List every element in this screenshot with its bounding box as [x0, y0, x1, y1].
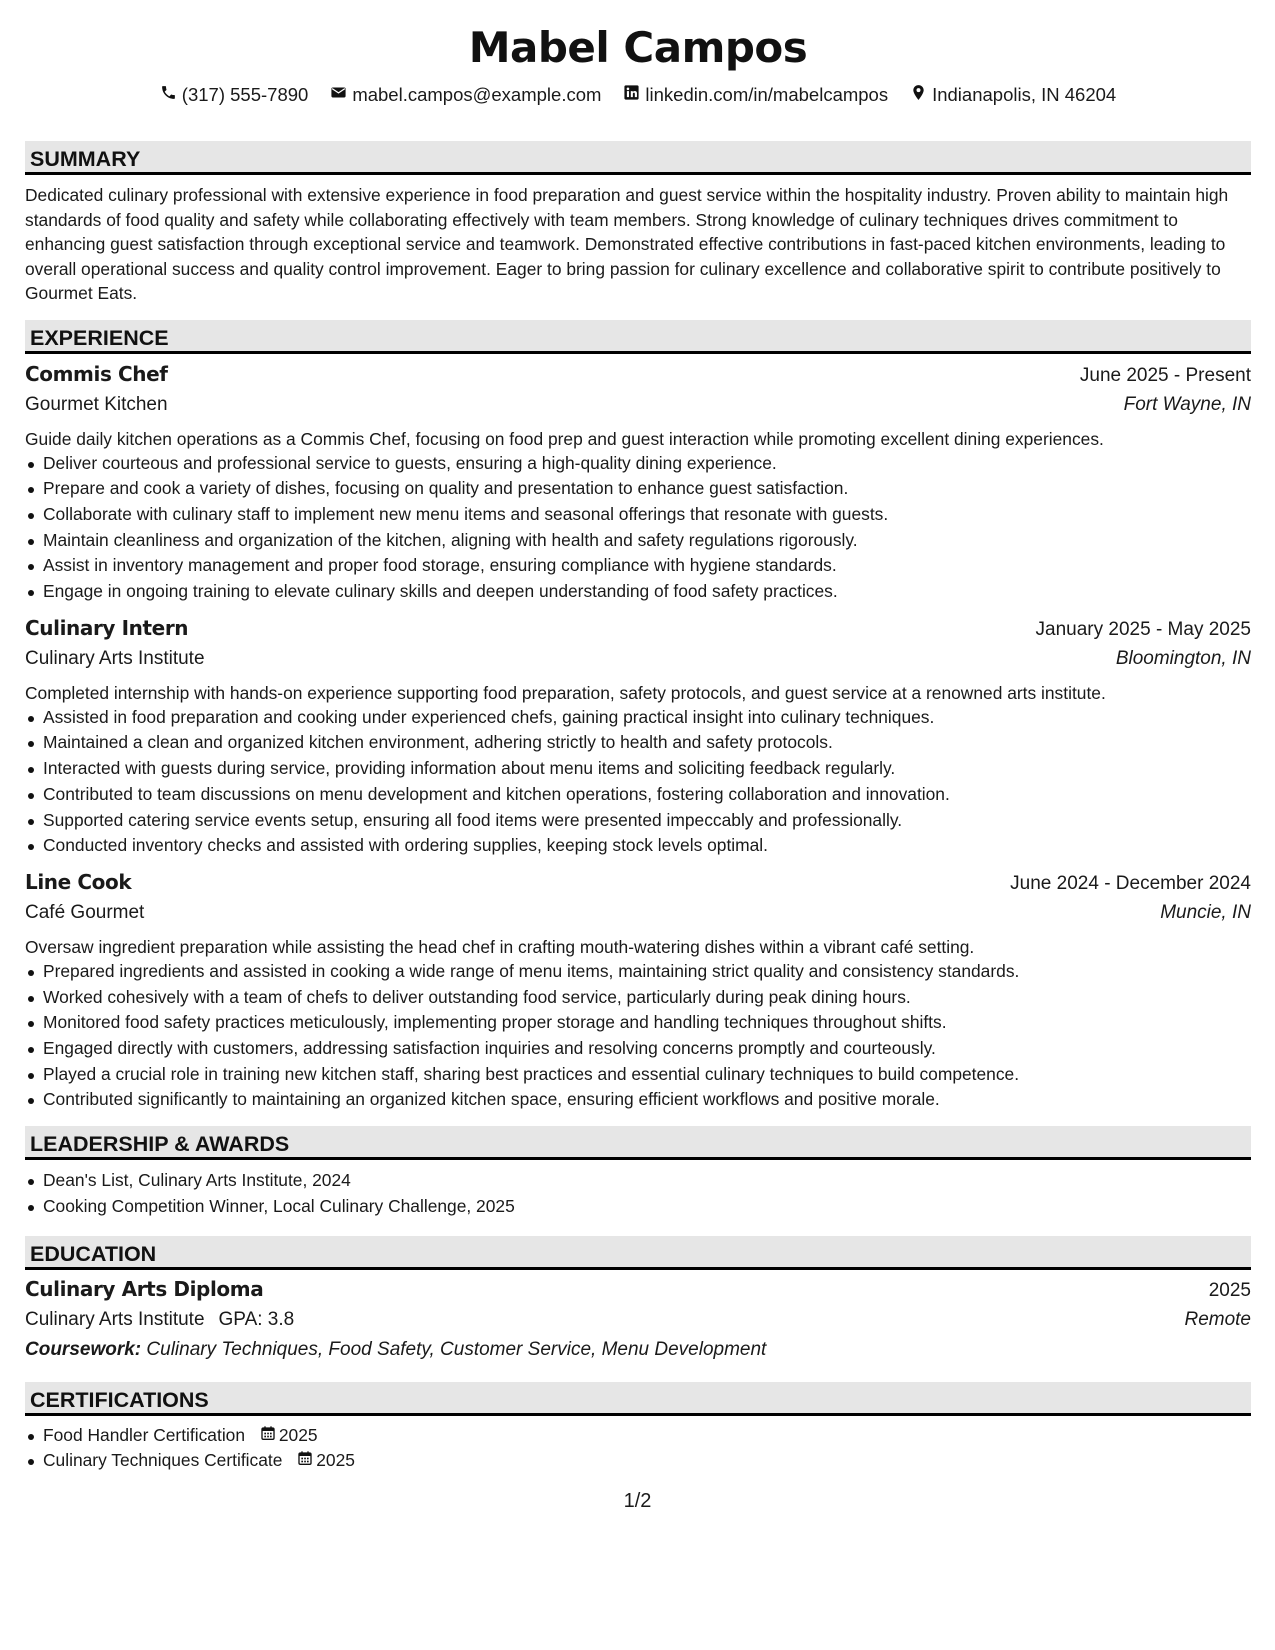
coursework: [25, 1335, 1251, 1365]
location-text: Indianapolis, IN 46204: [932, 84, 1117, 105]
job-location: Muncie, IN: [1160, 901, 1251, 923]
job-org: Café Gourmet: [25, 901, 145, 923]
candidate-name: Mabel Campos: [468, 23, 808, 72]
summary-text: Dedicated culinary professional with extensive experience in food preparation and guest service within the hospitality industry. Proven ability to maintain high standards of food quality and safety while collaborating effectively with team members. Strong knowledge of culinary techniques drives commitment to enhancing guest satisfaction through exceptional service and teamwork. Demonstrated effective contributions in fast-paced kitchen environments, leading to overall operational success and quality control improvement. Eager to bring passion for culinary excellence and collaborative spirit to contribute positively to Gourmet Eats.: [25, 185, 1229, 303]
list-item: Deliver courteous and professional service to guests, ensuring a high-quality dining experience.: [43, 451, 1251, 477]
list-item: Prepare and cook a variety of dishes, focusing on quality and presentation to enhance guest satisfaction.: [43, 476, 1251, 502]
section-heading: CERTIFICATIONS: [25, 1382, 1251, 1416]
job-dates: January 2025 - May 2025: [1035, 618, 1251, 640]
gpa: GPA: 3.8: [218, 1308, 295, 1330]
contact-bar: [25, 81, 1251, 109]
map-pin-icon: [910, 81, 927, 109]
cert-year: 2025: [278, 1424, 318, 1445]
section-heading: SUMMARY: [25, 141, 1251, 175]
job-dates: June 2025 - Present: [1079, 364, 1251, 386]
job-description: Completed internship with hands-on experience supporting food preparation, safety protocols, and guest service at a renowned arts institute.: [25, 682, 1106, 703]
job-entry: [25, 867, 1251, 1113]
graduation-year: 2025: [1208, 1279, 1251, 1301]
list-item: Engaged directly with customers, addressing satisfaction inquiries and resolving concerns promptly and courteously.: [43, 1036, 1251, 1062]
job-title: Line Cook: [25, 869, 132, 894]
degree-title: Culinary Arts Diploma: [25, 1276, 264, 1301]
job-description: Oversaw ingredient preparation while assisting the head chef in crafting mouth-watering dishes within a vibrant café setting.: [25, 936, 975, 957]
resume-page: [25, 18, 1251, 1474]
list-item: Monitored food safety practices meticulously, implementing proper storage and handling techniques throughout shifts.: [43, 1010, 1251, 1036]
list-item: Dean's List, Culinary Arts Institute, 2024: [43, 1168, 1251, 1194]
cert-year: 2025: [316, 1450, 355, 1471]
list-item: Collaborate with culinary staff to implement new menu items and seasonal offerings that resonate with guests.: [43, 502, 1251, 528]
cert-name: Culinary Techniques Certificate: [43, 1450, 283, 1471]
job-bullets: [25, 451, 1251, 605]
experience-section: [25, 320, 1251, 1114]
leadership-section: [25, 1126, 1251, 1219]
contact-linkedin[interactable]: [623, 81, 888, 109]
email-link[interactable]: mabel.campos@example.com: [352, 84, 602, 105]
list-item: Worked cohesively with a team of chefs to deliver outstanding food service, particularly during peak dining hours.: [43, 985, 1251, 1011]
envelope-icon: [330, 81, 347, 109]
list-item: Played a crucial role in training new kitchen staff, sharing best practices and essential culinary techniques to build competence.: [43, 1062, 1251, 1088]
list-item: Prepared ingredients and assisted in cooking a wide range of menu items, maintaining strict quality and consistency standards.: [43, 959, 1251, 985]
contact-location: [910, 81, 1116, 109]
job-dates: June 2024 - December 2024: [1010, 872, 1251, 894]
list-item: [43, 1448, 1251, 1474]
education-section: [25, 1236, 1251, 1365]
list-item: Maintained a clean and organized kitchen environment, adhering strictly to health and safety protocols.: [43, 730, 1251, 756]
phone-icon: [160, 81, 177, 109]
job-entry: [25, 359, 1251, 605]
certifications-section: [25, 1382, 1251, 1474]
list-item: Contributed significantly to maintaining an organized kitchen space, ensuring efficient workflows and positive morale.: [43, 1087, 1251, 1113]
page-number: 1/2: [623, 1490, 652, 1512]
summary-section: [25, 141, 1251, 306]
list-item: Supported catering service events setup, ensuring all food items were presented impeccably and professionally.: [43, 808, 1251, 834]
job-org: Culinary Arts Institute: [25, 647, 205, 669]
awards-list: [25, 1168, 1251, 1219]
list-item: [43, 1423, 1251, 1449]
education-location: Remote: [1184, 1308, 1251, 1330]
cert-date: [297, 1448, 355, 1474]
job-location: Fort Wayne, IN: [1123, 393, 1251, 415]
section-heading: EDUCATION: [25, 1236, 1251, 1270]
certifications-list: [25, 1423, 1251, 1474]
section-heading: EXPERIENCE: [25, 320, 1251, 354]
linkedin-icon: [623, 81, 640, 109]
school-name: Culinary Arts Institute: [25, 1308, 205, 1330]
list-item: Contributed to team discussions on menu development and kitchen operations, fostering collaboration and innovation.: [43, 782, 1251, 808]
job-entry: [25, 613, 1251, 859]
calendar-icon: [297, 1448, 313, 1474]
list-item: Interacted with guests during service, providing information about menu items and soliciting feedback regularly.: [43, 756, 1251, 782]
coursework-list: Culinary Techniques, Food Safety, Customer Service, Menu Development: [146, 1338, 767, 1360]
calendar-icon: [260, 1423, 276, 1449]
contact-email[interactable]: [330, 81, 601, 109]
cert-date: [260, 1423, 318, 1449]
list-item: Cooking Competition Winner, Local Culinary Challenge, 2025: [43, 1194, 1251, 1220]
job-title: Commis Chef: [25, 361, 168, 386]
job-bullets: [25, 705, 1251, 859]
school-info: [25, 1305, 294, 1335]
coursework-label: Coursework:: [25, 1338, 142, 1360]
list-item: Engage in ongoing training to elevate culinary skills and deepen understanding of food safety practices.: [43, 579, 1251, 605]
list-item: Assisted in food preparation and cooking under experienced chefs, gaining practical insight into culinary techniques.: [43, 705, 1251, 731]
linkedin-link[interactable]: linkedin.com/in/mabelcampos: [645, 84, 889, 105]
job-description: Guide daily kitchen operations as a Commis Chef, focusing on food prep and guest interaction while promoting excellent dining experiences.: [25, 428, 1104, 449]
job-bullets: [25, 959, 1251, 1113]
job-title: Culinary Intern: [25, 615, 189, 640]
list-item: Maintain cleanliness and organization of the kitchen, aligning with health and safety regulations rigorously.: [43, 528, 1251, 554]
contact-phone: [160, 81, 309, 109]
job-org: Gourmet Kitchen: [25, 393, 168, 415]
list-item: Assist in inventory management and proper food storage, ensuring compliance with hygiene standards.: [43, 553, 1251, 579]
section-heading: LEADERSHIP & AWARDS: [25, 1126, 1251, 1160]
phone-text: (317) 555-7890: [181, 84, 309, 105]
job-location: Bloomington, IN: [1115, 647, 1251, 669]
list-item: Conducted inventory checks and assisted with ordering supplies, keeping stock levels optimal.: [43, 833, 1251, 859]
cert-name: Food Handler Certification: [43, 1424, 246, 1445]
